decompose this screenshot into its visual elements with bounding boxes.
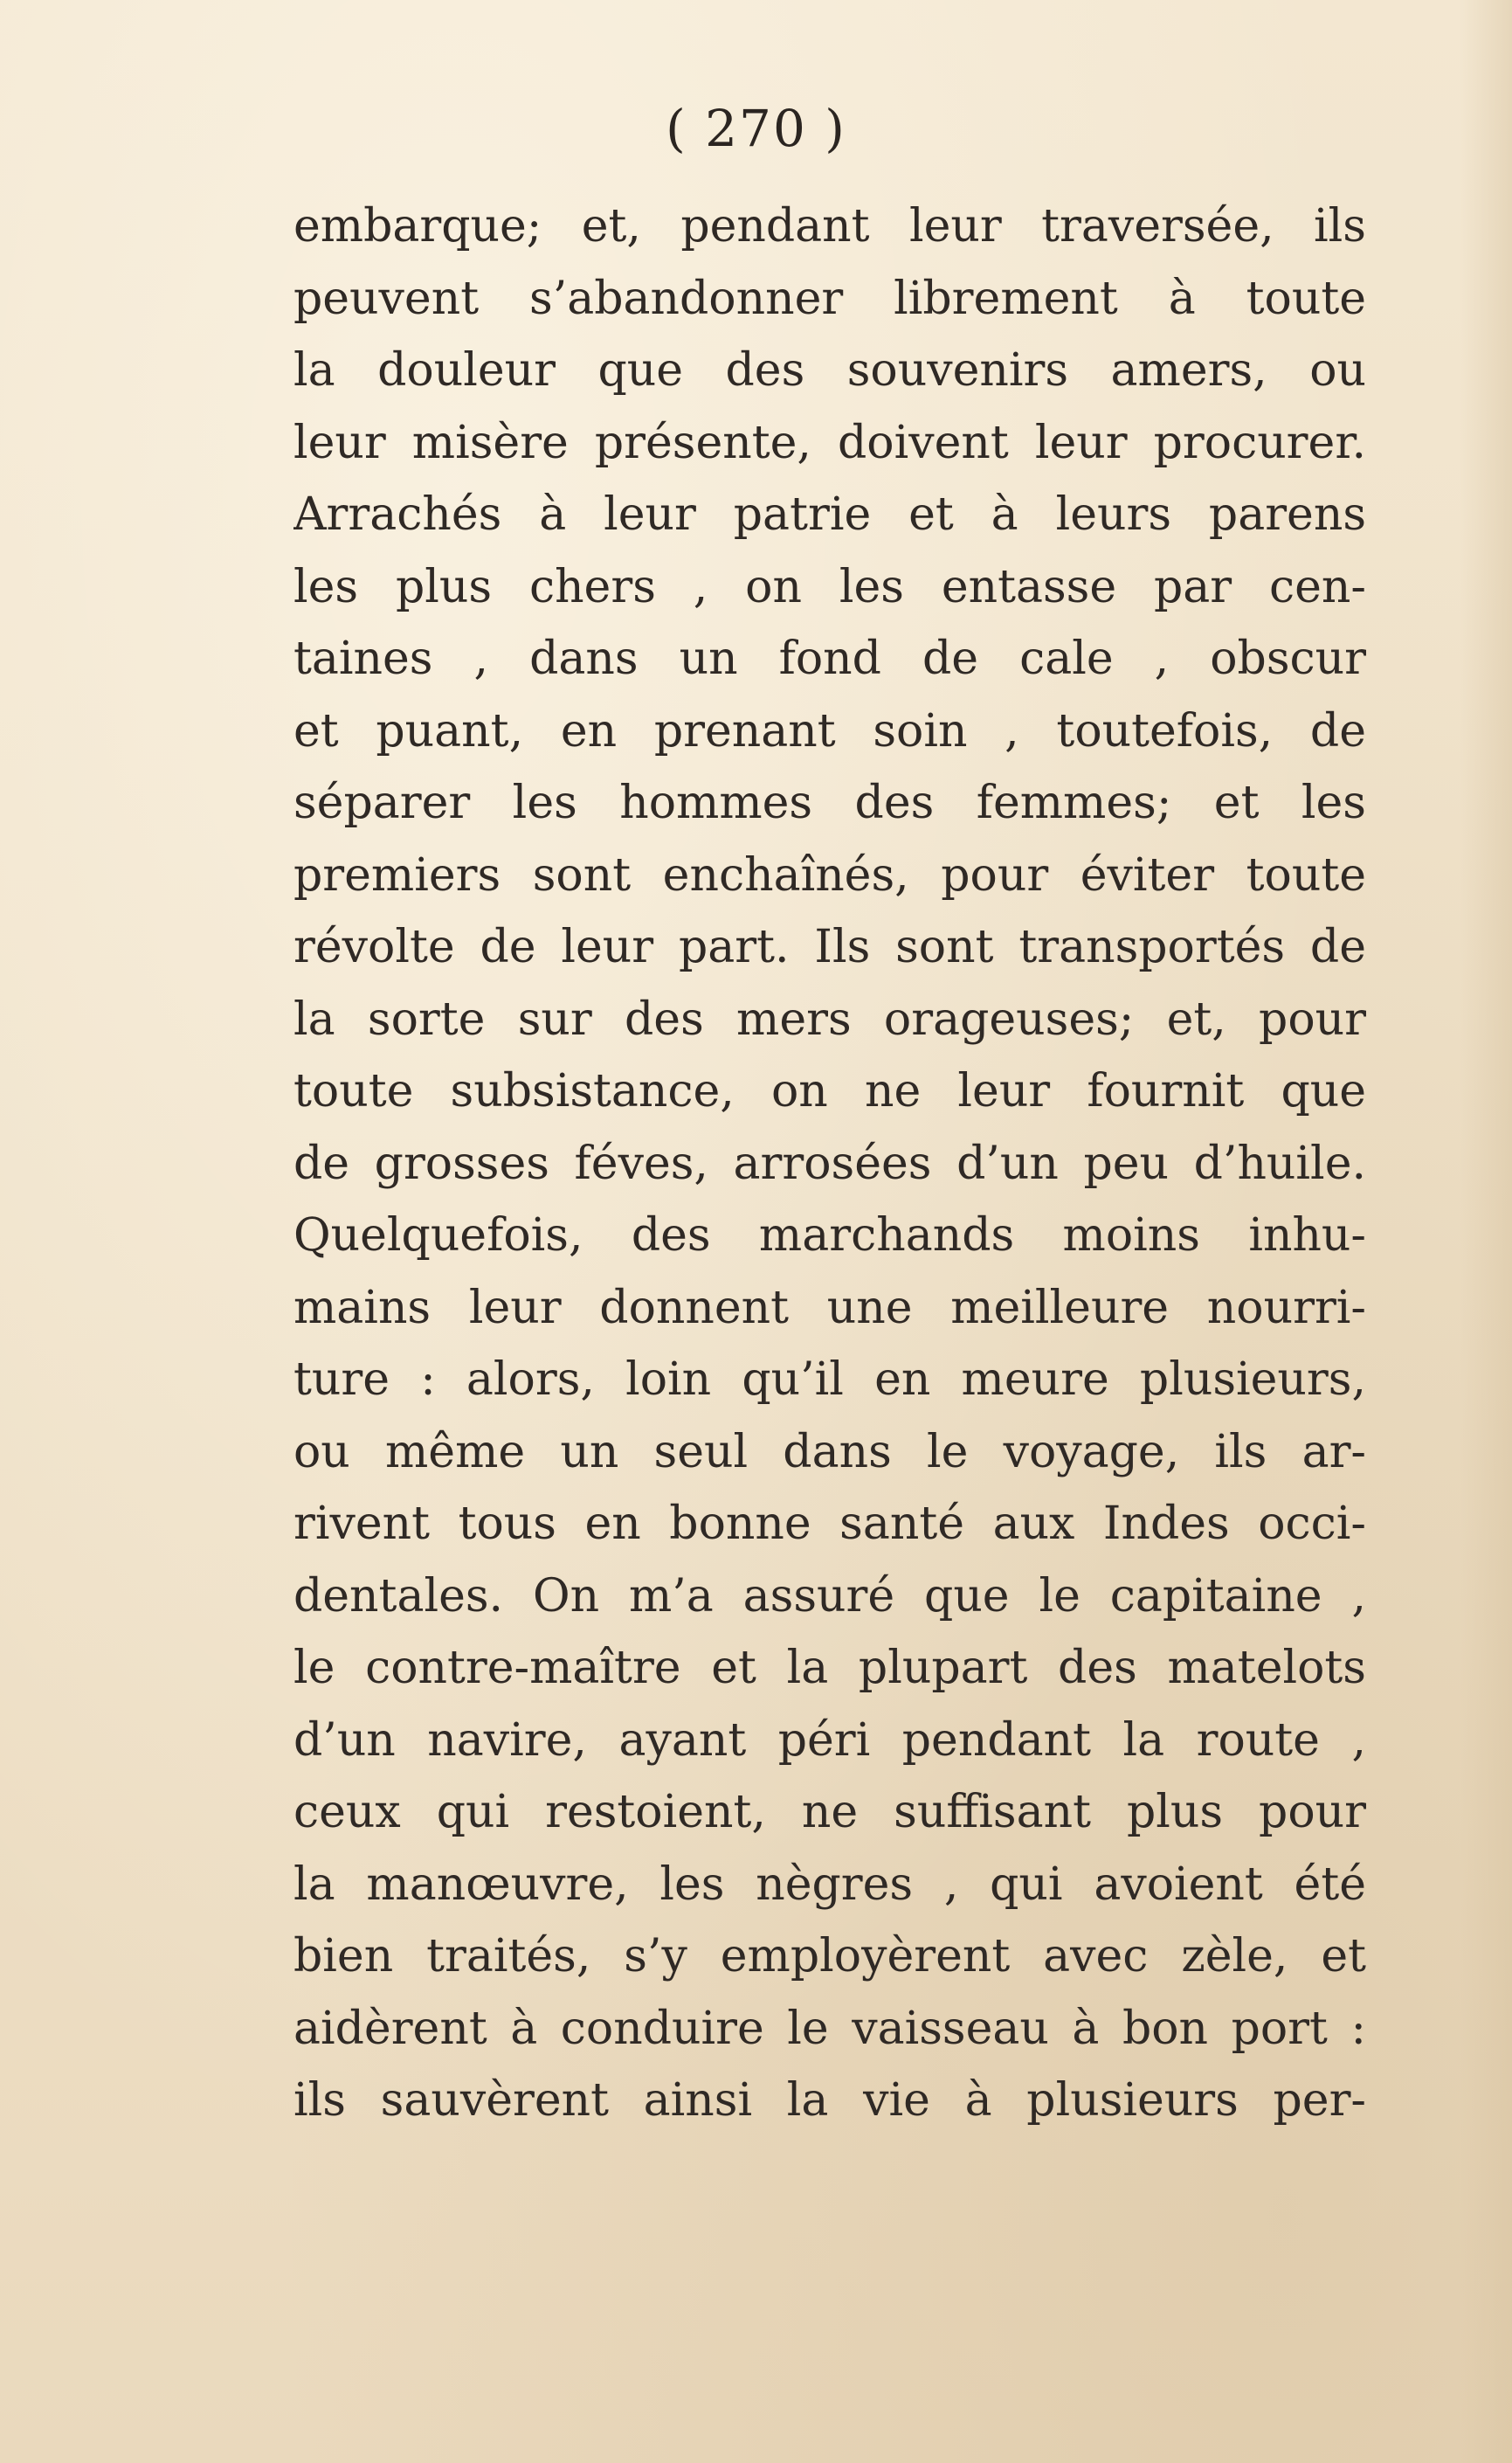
- text-line: ture : alors, loin qu’il en meure plusieurs,: [293, 1353, 1366, 1406]
- text-line: bien traités, s’y employèrent avec zèle, et: [293, 1930, 1366, 1982]
- text-line: de grosses féves, arrosées d’un peu d’huile.: [293, 1137, 1366, 1190]
- text-line: rivent tous en bonne santé aux Indes occi-: [293, 1498, 1366, 1550]
- page-number: ( 270 ): [666, 99, 846, 158]
- text-line: ceux qui restoient, ne suffisant plus pour: [293, 1786, 1366, 1838]
- text-line: toute subsistance, on ne leur fournit que: [293, 1065, 1366, 1117]
- text-line: ils sauvèrent ainsi la vie à plusieurs per-: [293, 2074, 1366, 2127]
- page-edge-shadow: [1460, 0, 1512, 2463]
- text-line: Quelquefois, des marchands moins inhu-: [293, 1209, 1366, 1262]
- body-text: [293, 190, 1366, 2137]
- text-line: le contre-maître et la plupart des matelots: [293, 1642, 1366, 1694]
- text-line: la manœuvre, les nègres , qui avoient été: [293, 1858, 1366, 1911]
- text-line: dentales. On m’a assuré que le capitaine ,: [293, 1569, 1366, 1622]
- text-line: et puant, en prenant soin , toutefois, de: [293, 704, 1366, 758]
- text-line: leur misère présente, doivent leur procurer.: [293, 416, 1366, 469]
- text-line: premiers sont enchaînés, pour éviter toute: [293, 848, 1366, 902]
- text-line: la douleur que des souvenirs amers, ou: [293, 344, 1366, 397]
- text-line: ou même un seul dans le voyage, ils ar-: [293, 1425, 1366, 1478]
- text-line: mains leur donnent une meilleure nourri-: [293, 1281, 1366, 1334]
- text-line: taines , dans un fond de cale , obscur: [293, 633, 1366, 685]
- text-line: les plus chers , on les entasse par cen-: [293, 560, 1366, 613]
- text-line: peuvent s’abandonner librement à toute: [293, 272, 1366, 325]
- text-line: d’un navire, ayant péri pendant la route ,: [293, 1713, 1366, 1767]
- text-line: la sorte sur des mers orageuses; et, pour: [293, 993, 1366, 1046]
- text-line: séparer les hommes des femmes; et les: [293, 777, 1366, 829]
- text-line: révolte de leur part. Ils sont transportés de: [293, 921, 1366, 973]
- text-line: aidèrent à conduire le vaisseau à bon port :: [293, 2002, 1366, 2055]
- text-line: Arrachés à leur patrie et à leurs parens: [293, 488, 1366, 541]
- text-line: embarque; et, pendant leur traversée, ils: [293, 200, 1366, 253]
